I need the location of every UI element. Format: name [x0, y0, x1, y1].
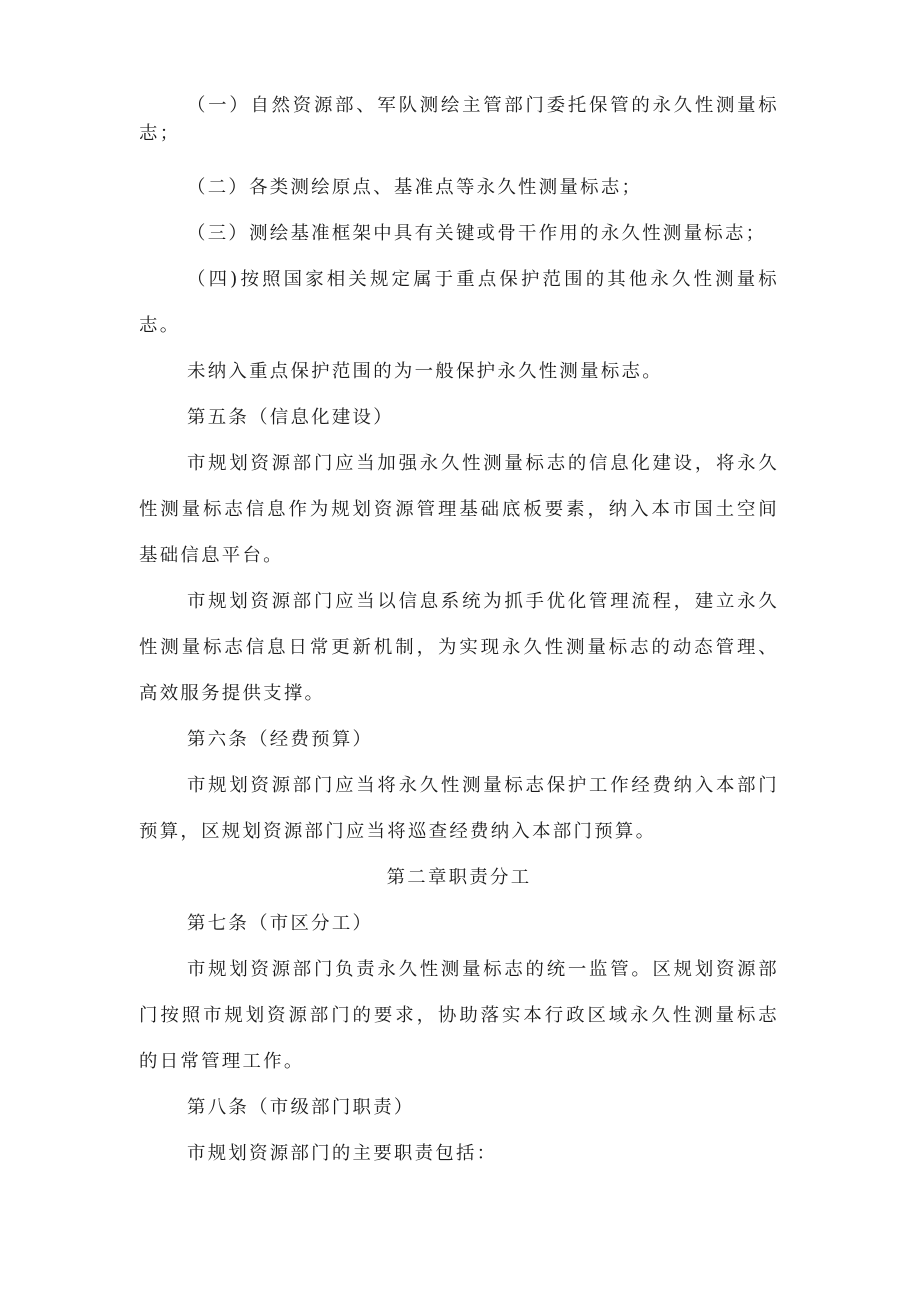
paragraph-item-4: （四)按照国家相关规定属于重点保护范围的其他永久性测量标志。 — [139, 269, 779, 336]
paragraph-item-2: （二）各类测绘原点、基准点等永久性测量标志； — [187, 177, 643, 198]
document-page — [139, 92, 779, 1177]
article-6-title: 第六条（经费预算） — [187, 729, 374, 750]
article-8-title: 第八条（市级部门职责） — [187, 1097, 415, 1118]
article-5-paragraph-1: 市规划资源部门应当加强永久性测量标志的信息化建设，将永久性测量标志信息作为规划资源管理基础底板要素，纳入本市国土空间基础信息平台。 — [139, 453, 779, 566]
article-8-paragraph: 市规划资源部门的主要职责包括： — [187, 1143, 498, 1164]
article-7-paragraph: 市规划资源部门负责永久性测量标志的统一监管。区规划资源部门按照市规划资源部门的要求，协助落实本行政区域永久性测量标志的日常管理工作。 — [139, 959, 779, 1072]
paragraph-general-protection: 未纳入重点保护范围的为一般保护永久性测量标志。 — [187, 361, 663, 382]
chapter-2-heading: 第二章职责分工 — [386, 867, 532, 888]
paragraph-item-3: （三）测绘基准框架中具有关键或骨干作用的永久性测量标志； — [187, 223, 767, 244]
article-7-title: 第七条（市区分工） — [187, 913, 374, 934]
article-6-paragraph: 市规划资源部门应当将永久性测量标志保护工作经费纳入本部门预算，区规划资源部门应当将巡查经费纳入本部门预算。 — [139, 775, 779, 842]
paragraph-item-1: （一）自然资源部、军队测绘主管部门委托保管的永久性测量标志； — [139, 95, 779, 144]
article-5-paragraph-2: 市规划资源部门应当以信息系统为抓手优化管理流程，建立永久性测量标志信息日常更新机制，为实现永久性测量标志的动态管理、高效服务提供支撑。 — [139, 591, 779, 704]
article-5-title: 第五条（信息化建设） — [187, 407, 394, 428]
